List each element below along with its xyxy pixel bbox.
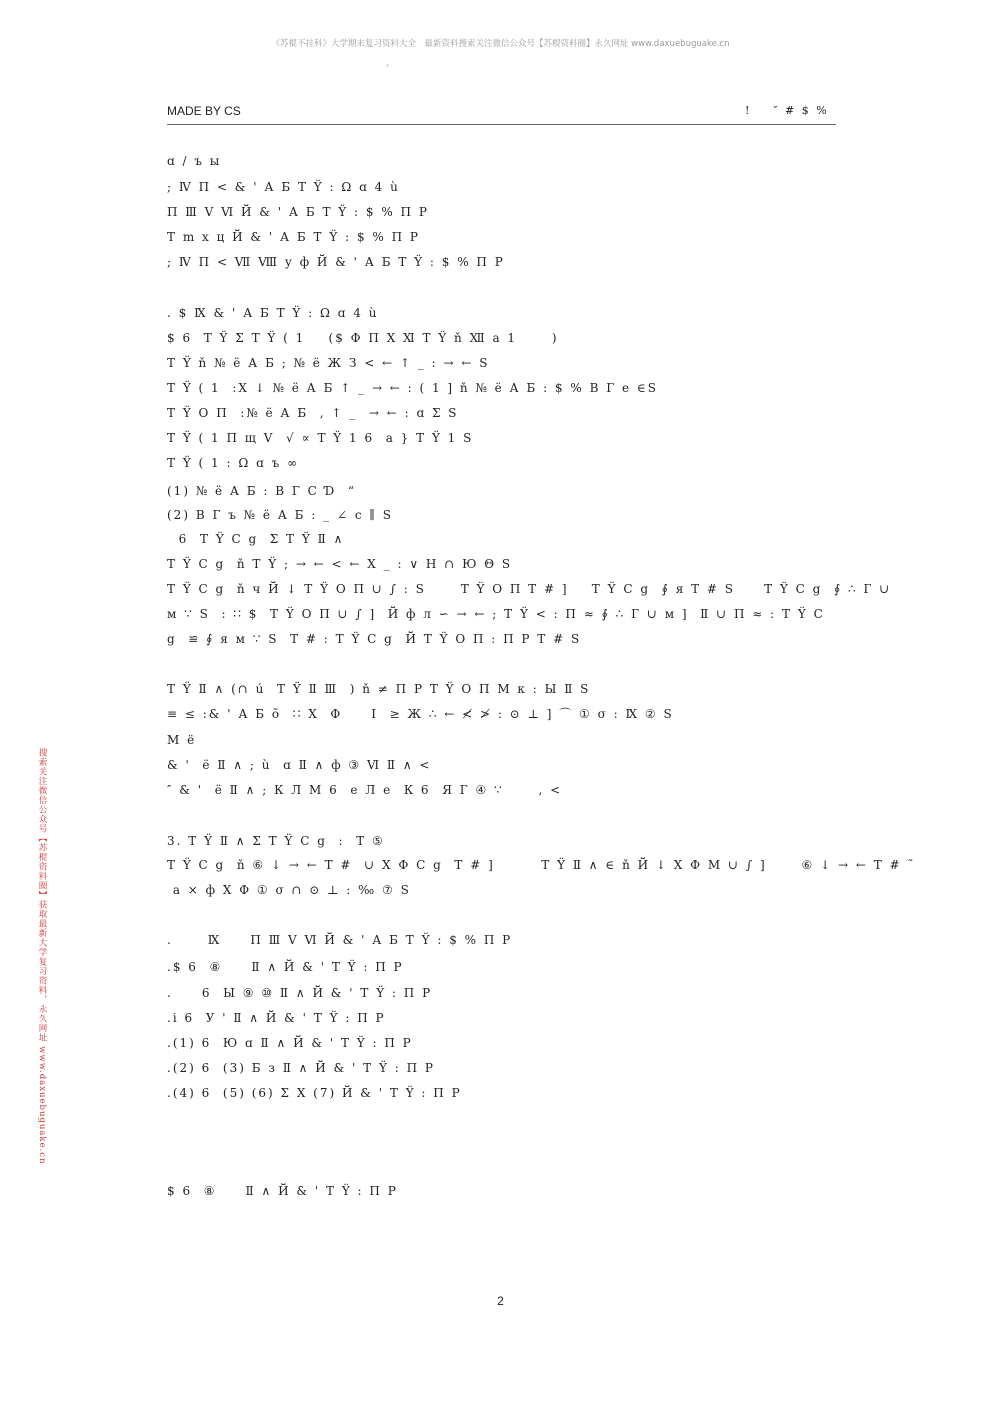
body-line: Т Ϋ Ⅱ ∧ (∩ ú Т Ϋ Ⅱ Ⅲ ) ň ≠ П Р Т Ϋ О П М к : Ы Ⅱ S (167, 682, 591, 696)
body-line: .(4) 6 (5) (6) Σ Χ (7) Й & ' Т Ϋ : П Р (167, 1086, 462, 1100)
body-line: ; Ⅳ П < & ' А Б Т Ϋ : Ω ɑ 4 ù (167, 180, 400, 194)
banner-dot: 。 (386, 59, 396, 69)
body-line: (2) В Г ъ № ё А Б : _ ∠ с ∥ S (167, 508, 393, 522)
body-line: Т Ϋ С g ň Т Ϋ ; → ← < ← Χ _ : ∨ Н ∩ Ю Θ S (167, 557, 513, 571)
body-line: . Ⅸ П Ⅲ Ⅴ Ⅵ Й & ' А Б Т Ϋ : $ % П Р (167, 933, 513, 947)
body-line: . 6 Ы ⑨ ⑩ Ⅱ ∧ Й & ' Т Ϋ : П Р (167, 986, 433, 1000)
body-line: g ≌ ∮ я м ∵ S Т # : Т Ϋ С g Й Т Ϋ О П : П Р Т # S (167, 632, 582, 646)
body-line: .(2) 6 (3) Б з Ⅱ ∧ Й & ' Т Ϋ : П Р (167, 1061, 435, 1075)
side-watermark: 搜索关注微信公众号【苏棍资料圈】获取最新大学复习资料，永久网址 www.daxuebuguake.cn (37, 748, 47, 1165)
body-line: Т m х ц Й & ' А Б Т Ϋ : $ % П Р (167, 230, 420, 244)
body-line: ; Ⅳ П < Ⅶ Ⅷ у ф Й & ' А Б Т Ϋ : $ % П Р (167, 255, 505, 269)
body-line: Т Ϋ С g ň ч Й ↓ Т Ϋ О П ∪ ∫ : S Т Ϋ О П Т # ] Т Ϋ С g ∮ я Т # S Т Ϋ С g ∮ ∴ Г ∪ (167, 582, 892, 596)
page-number: 2 (497, 1294, 504, 1308)
body-line: (1) № ё А Б : В Г С Ɗ “ (167, 484, 357, 498)
body-line: Т Ϋ ň № ё А Б ; № ё Ж З < ← ↑ _ : → ← S (167, 356, 490, 370)
body-line: .(1) 6 Ю ɑ Ⅱ ∧ Й & ' Т Ϋ : П Р (167, 1036, 413, 1050)
body-line: .i 6 У ' Ⅱ ∧ Й & ' Т Ϋ : П Р (167, 1011, 386, 1025)
top-watermark-banner: 《苏棍不挂科》大学期末复习资料大全 最新资料搜索关注微信公众号【苏棍资料圈】永久网址 www.daxuebuguake.cn (271, 39, 730, 49)
body-line: П Ⅲ Ⅴ Ⅵ Й & ' А Б Т Ϋ : $ % П Р (167, 205, 429, 219)
body-line: $ 6 ⑧ Ⅱ ∧ Й & ' Т Ϋ : П Р (167, 1184, 398, 1198)
body-line: м ∵ S : ∷ $ Т Ϋ О П ∪ ∫ ] Й ф л ∽ → ← ; Т Ϋ < : П ≈ ∮ ∴ Г ∪ м ] Ⅱ ∪ П ≈ : Т Ϋ С (167, 607, 825, 621)
body-line: Т Ϋ ( 1 : Ω ɑ ъ ∞ (167, 456, 300, 470)
body-line: а × ф Χ Φ ① σ ∩ ⊙ ⊥ : ‰ ⑦ S (167, 883, 411, 897)
body-line: Т Ϋ ( 1 П щ Ⅴ √ ∝ Т Ϋ 1 6 а } Т Ϋ 1 S (167, 431, 474, 445)
body-line: & ' ё Ⅱ ∧ ; ù ɑ Ⅱ ∧ ф ③ Ⅵ Ⅱ ∧ < (167, 758, 432, 772)
body-line: М ë (167, 733, 197, 747)
body-line: .$ 6 ⑧ Ⅱ ∧ Й & ' Т Ϋ : П Р (167, 960, 404, 974)
body-line: 3. Т Ϋ Ⅱ ∧ Σ Т Ϋ С g : Т ⑤ (167, 834, 385, 848)
header-title: MADE BY CS (167, 104, 241, 118)
body-line: ″ & ' ё Ⅱ ∧ ; К Л М 6 е Л е К 6 Я Г ④ ∵ , < (167, 783, 563, 797)
body-line: Т Ϋ ( 1 :Х ↓ № ё А Б ↑ _ → ← : ( 1 ] ň № ё А Б : $ % В Г е ∈S (167, 381, 659, 395)
body-line: 6 Т Ϋ С g Σ Т Ϋ Ⅱ ∧ (167, 532, 345, 546)
body-line: ɑ / ъ ы (167, 154, 222, 168)
header-rule (167, 124, 836, 125)
body-line: Т Ϋ С g ň ⑥ ↓ → ← Т # ∪ Χ Ф С g Т # ] Т Ϋ Ⅱ ∧ ∈ ň Й ↓ Χ Ф М ∪ ∫ ] ⑥ ↓ → ← Т # ˜ (167, 858, 916, 872)
header-right-text: ! ″ # $ % (745, 104, 829, 117)
body-line: ≡ ≤ :& ' А Б õ ∷ Χ Φ Ι ≥ Ж ∴ ← ≮ ≯ : ⊙ ⊥ ] ⌒ ① σ : Ⅸ ② S (167, 707, 674, 721)
body-line: $ 6 Т Ϋ Σ Т Ϋ ( 1 ($ Ф П Χ Ⅺ Т Ϋ ň Ⅻ а 1 ) (167, 331, 559, 345)
body-line: Т Ϋ О П :№ ё А Б , ↑ _ → ← : ɑ Σ S (167, 406, 459, 420)
body-line: . $ Ⅸ & ' А Б Т Ϋ : Ω ɑ 4 ù (167, 306, 379, 320)
